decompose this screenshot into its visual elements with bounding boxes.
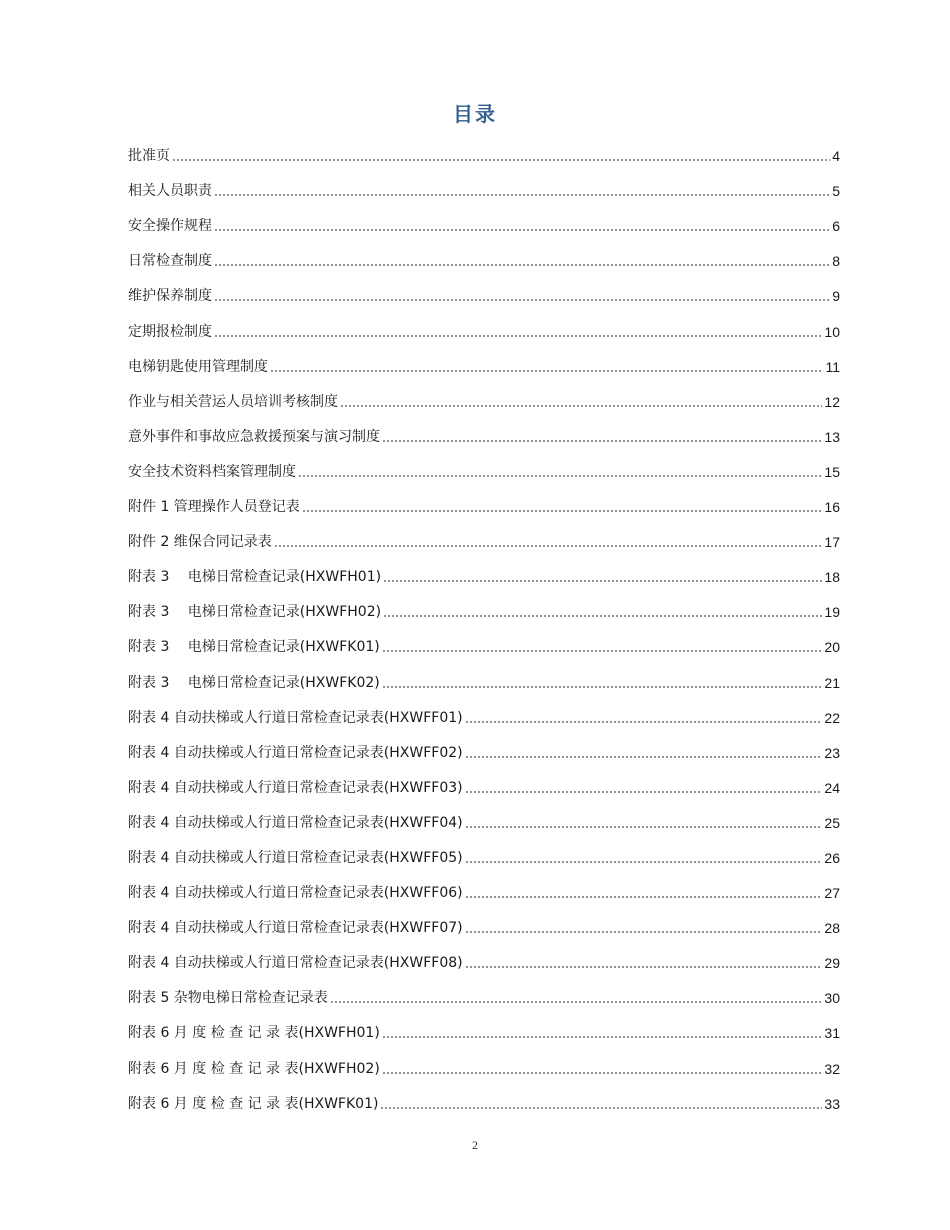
toc-entry-text: 附表 3 电梯日常检查记录(HXWFK01) (128, 639, 380, 656)
toc-entry[interactable] (128, 1012, 840, 1047)
toc-entry[interactable] (128, 486, 840, 521)
toc-entry-page: 10 (824, 323, 840, 340)
toc-entry[interactable] (128, 346, 840, 381)
toc-entry[interactable] (128, 1083, 840, 1118)
toc-entry[interactable] (128, 381, 840, 416)
toc-entry[interactable] (128, 416, 840, 451)
toc-dot-leader (465, 721, 823, 723)
toc-entry[interactable] (128, 942, 840, 977)
toc-list (128, 135, 840, 1118)
toc-dot-leader (274, 545, 823, 547)
toc-entry[interactable] (128, 661, 840, 696)
toc-entry-text: 附表 4 自动扶梯或人行道日常检查记录表(HXWFF04) (128, 814, 463, 831)
toc-entry-page: 29 (824, 955, 840, 972)
toc-dot-leader (214, 264, 830, 266)
toc-entry[interactable] (128, 837, 840, 872)
toc-dot-leader (382, 1036, 823, 1038)
toc-entry[interactable] (128, 135, 840, 170)
toc-entry-text: 附件 2 维保合同记录表 (128, 534, 272, 551)
toc-entry-page: 24 (824, 779, 840, 796)
toc-entry-page: 31 (824, 1025, 840, 1042)
toc-entry-text: 附表 4 自动扶梯或人行道日常检查记录表(HXWFF02) (128, 744, 463, 761)
toc-dot-leader (465, 826, 823, 828)
toc-entry-text: 附表 4 自动扶梯或人行道日常检查记录表(HXWFF01) (128, 709, 463, 726)
toc-entry[interactable] (128, 451, 840, 486)
toc-entry-page: 6 (832, 218, 840, 235)
toc-entry[interactable] (128, 1047, 840, 1082)
toc-entry[interactable] (128, 521, 840, 556)
toc-entry-page: 11 (825, 358, 840, 375)
toc-entry[interactable] (128, 697, 840, 732)
toc-entry-page: 20 (824, 639, 840, 656)
toc-entry-page: 12 (824, 393, 840, 410)
toc-title: 目录 (453, 102, 497, 126)
toc-entry-text: 附表 3 电梯日常检查记录(HXWFK02) (128, 674, 380, 691)
toc-entry-text: 附表 4 自动扶梯或人行道日常检查记录表(HXWFF06) (128, 885, 463, 902)
toc-entry-page: 5 (832, 183, 840, 200)
toc-entry-page: 32 (824, 1060, 840, 1077)
toc-entry-page: 18 (824, 569, 840, 586)
toc-entry-page: 17 (824, 534, 840, 551)
toc-entry-text: 附件 1 管理操作人员登记表 (128, 499, 300, 516)
toc-entry-text: 附表 4 自动扶梯或人行道日常检查记录表(HXWFF05) (128, 849, 463, 866)
toc-entry[interactable] (128, 170, 840, 205)
toc-entry-page: 19 (824, 604, 840, 621)
toc-dot-leader (214, 194, 830, 196)
toc-entry-page: 26 (824, 849, 840, 866)
toc-dot-leader (340, 405, 822, 407)
toc-dot-leader (214, 229, 830, 231)
toc-entry-page: 4 (832, 148, 840, 165)
toc-entry-page: 9 (832, 288, 840, 305)
toc-entry-page: 8 (832, 253, 840, 270)
toc-entry-text: 附表 4 自动扶梯或人行道日常检查记录表(HXWFF08) (128, 955, 463, 972)
toc-entry[interactable] (128, 626, 840, 661)
toc-entry-text: 批准页 (128, 148, 170, 165)
toc-entry-page: 33 (824, 1095, 840, 1112)
toc-dot-leader (383, 615, 822, 617)
toc-entry[interactable] (128, 240, 840, 275)
toc-dot-leader (270, 370, 823, 372)
toc-dot-leader (465, 966, 823, 968)
toc-entry-page: 27 (824, 885, 840, 902)
toc-entry-text: 附表 6 月 度 检 查 记 录 表(HXWFH02) (128, 1060, 380, 1077)
toc-entry-text: 附表 4 自动扶梯或人行道日常检查记录表(HXWFF03) (128, 779, 463, 796)
toc-entry-text: 定期报检制度 (128, 323, 212, 340)
toc-dot-leader (330, 1001, 823, 1003)
toc-entry[interactable] (128, 907, 840, 942)
toc-entry[interactable] (128, 591, 840, 626)
toc-dot-leader (382, 1072, 823, 1074)
toc-entry-text: 作业与相关营运人员培训考核制度 (128, 393, 338, 410)
toc-entry-text: 意外事件和事故应急救援预案与演习制度 (128, 428, 380, 445)
toc-entry[interactable] (128, 732, 840, 767)
toc-entry-page: 30 (824, 990, 840, 1007)
toc-entry-text: 相关人员职责 (128, 183, 212, 200)
toc-entry[interactable] (128, 977, 840, 1012)
toc-entry-page: 25 (824, 814, 840, 831)
toc-entry[interactable] (128, 767, 840, 802)
toc-entry-text: 电梯钥匙使用管理制度 (128, 358, 268, 375)
toc-dot-leader (298, 475, 822, 477)
toc-entry[interactable] (128, 275, 840, 310)
toc-entry[interactable] (128, 872, 840, 907)
toc-dot-leader (380, 1107, 822, 1109)
toc-entry-text: 日常检查制度 (128, 253, 212, 270)
toc-entry-text: 附表 4 自动扶梯或人行道日常检查记录表(HXWFF07) (128, 920, 463, 937)
toc-entry-page: 21 (824, 674, 840, 691)
toc-dot-leader (465, 756, 823, 758)
toc-entry[interactable] (128, 556, 840, 591)
toc-dot-leader (214, 299, 830, 301)
toc-entry[interactable] (128, 802, 840, 837)
toc-entry[interactable] (128, 310, 840, 345)
toc-entry-text: 附表 5 杂物电梯日常检查记录表 (128, 990, 328, 1007)
toc-dot-leader (172, 159, 830, 161)
toc-dot-leader (465, 896, 823, 898)
toc-entry-page: 13 (824, 428, 840, 445)
toc-dot-leader (382, 650, 823, 652)
toc-entry-page: 23 (824, 744, 840, 761)
toc-dot-leader (214, 335, 822, 337)
footer-page-number: 2 (472, 1138, 478, 1152)
toc-entry-text: 附表 6 月 度 检 查 记 录 表(HXWFH01) (128, 1025, 380, 1042)
toc-dot-leader (465, 861, 823, 863)
toc-entry-text: 附表 3 电梯日常检查记录(HXWFH02) (128, 604, 382, 621)
toc-dot-leader (382, 686, 823, 688)
toc-dot-leader (382, 440, 822, 442)
toc-entry-page: 22 (824, 709, 840, 726)
toc-entry-text: 附表 3 电梯日常检查记录(HXWFH01) (128, 569, 382, 586)
toc-entry[interactable] (128, 205, 840, 240)
toc-dot-leader (465, 791, 823, 793)
toc-entry-page: 28 (824, 920, 840, 937)
toc-entry-page: 15 (824, 463, 840, 480)
toc-entry-text: 安全技术资料档案管理制度 (128, 463, 296, 480)
toc-entry-text: 附表 6 月 度 检 查 记 录 表(HXWFK01) (128, 1095, 379, 1112)
toc-dot-leader (383, 580, 822, 582)
toc-dot-leader (302, 510, 823, 512)
toc-entry-text: 安全操作规程 (128, 218, 212, 235)
toc-dot-leader (465, 931, 823, 933)
toc-entry-page: 16 (824, 499, 840, 516)
toc-entry-text: 维护保养制度 (128, 288, 212, 305)
